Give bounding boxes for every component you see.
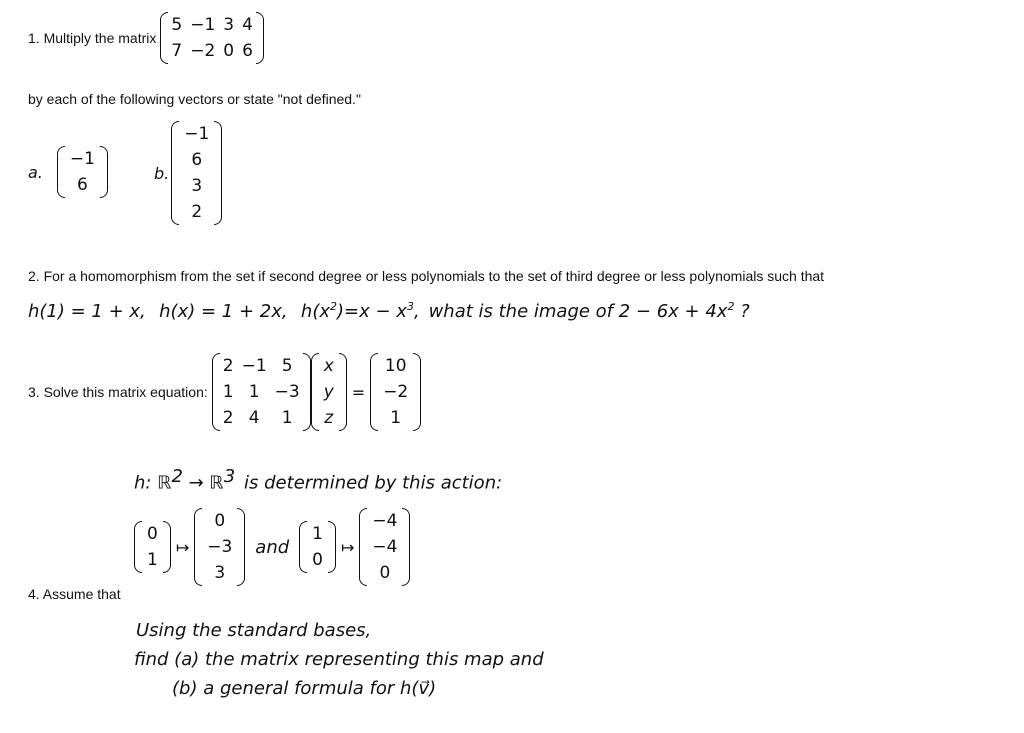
vector-cell: 1 (390, 408, 402, 428)
q4-map-definition (134, 466, 502, 493)
vector-cell: −1 (184, 124, 210, 144)
q2-sup3: 3 (406, 300, 414, 313)
q2-question (429, 301, 750, 322)
vector-cell: −2 (383, 382, 409, 402)
vector-cell: z (324, 408, 334, 428)
q3-unknown-vector (311, 353, 347, 431)
q4-and: and (255, 536, 290, 558)
matrix-cell: −1 (241, 356, 267, 376)
q1-part-a (28, 146, 108, 198)
vector-cell: 0 (379, 563, 391, 583)
vector-cell: −1 (69, 149, 95, 169)
q2-sup2: 2 (330, 300, 338, 313)
vector-cell: 0 (147, 524, 158, 544)
q1-matrix (160, 12, 264, 64)
q4-line-1: Using the standard bases, (136, 620, 372, 641)
vector-cell: 3 (191, 176, 203, 196)
q2-hx2-b: )=x − x (337, 301, 407, 322)
maps-to-arrow: ↦ (341, 537, 355, 557)
matrix-cell: 4 (248, 408, 260, 428)
vector-cell: 0 (214, 511, 226, 531)
vector-cell: 0 (312, 550, 323, 570)
matrix-cell: 5 (281, 356, 293, 376)
vector-cell: −4 (372, 537, 398, 557)
part-b-vector (171, 121, 222, 225)
q4-map-arrow: → ℝ (182, 472, 224, 494)
maps-to-arrow: ↦ (175, 537, 190, 557)
q4-output-2 (359, 508, 410, 586)
q2-hx2-a: h(x (300, 301, 331, 322)
vector-cell: −3 (207, 537, 233, 557)
q1-label: 1. Multiply the matrix (28, 30, 157, 46)
matrix-cell: 2 (222, 356, 234, 376)
q2-text: 2. For a homomorphism from the set if second degree or less polynomials to the set of third degree or less polynomials such that (28, 268, 825, 284)
matrix-cell: 1 (222, 382, 234, 402)
q2-h1: h(1) = 1 + x, (28, 301, 146, 322)
q2-sup2-b: 2 (727, 300, 735, 313)
q1-header (28, 12, 264, 64)
vector-cell: −4 (372, 511, 398, 531)
q2-hx2-c: , (413, 301, 420, 322)
q4-map-b: is determined by this action: (244, 472, 503, 494)
vector-cell: x (323, 356, 334, 376)
q2-hx: h(x) = 1 + 2x, (159, 301, 288, 322)
q4-label: 4. Assume that (28, 586, 121, 602)
q2-hx2 (301, 301, 420, 322)
q4-line-2: find (a) the matrix representing this map and (134, 649, 544, 670)
vector-cell: 1 (147, 550, 158, 570)
q3-matrix (212, 353, 311, 431)
matrix-cell: 1 (281, 408, 293, 428)
matrix-cell: 3 (223, 15, 235, 35)
q4-map-sup2: 2 (171, 466, 183, 487)
vector-cell: 3 (214, 563, 226, 583)
q4-output-1 (194, 508, 245, 586)
matrix-cell: 4 (242, 15, 253, 35)
matrix-cell: 6 (242, 41, 253, 61)
equals-sign: = (351, 382, 366, 402)
matrix-cell: 1 (248, 382, 260, 402)
q1-instruction: by each of the following vectors or state "not defined." (28, 91, 361, 107)
matrix-cell: −2 (190, 41, 216, 61)
q4-map-sup3: 3 (223, 466, 236, 487)
q4-action (134, 508, 410, 586)
part-a-vector (57, 146, 108, 198)
part-a-label: a. (28, 162, 43, 182)
q2-formula (28, 300, 750, 322)
part-b-label: b. (154, 163, 170, 183)
q2-question-b: ? (734, 301, 750, 322)
q4-input-2 (299, 521, 336, 573)
vector-cell: 2 (191, 202, 203, 222)
q4-input-1 (134, 521, 171, 573)
q3-label: 3. Solve this matrix equation: (28, 384, 208, 400)
q3-rhs-vector (370, 353, 421, 431)
matrix-cell: 0 (223, 41, 235, 61)
matrix-cell: 2 (222, 408, 234, 428)
q4-line-3: (b) a general formula for h(v⃗) (172, 678, 437, 699)
q2-question-a: what is the image of 2 − 6x + 4x (428, 301, 728, 322)
vector-cell: 6 (191, 150, 203, 170)
matrix-cell: 7 (171, 41, 183, 61)
matrix-cell: −1 (190, 15, 216, 35)
matrix-cell: −3 (274, 382, 300, 402)
q3-equation (28, 353, 421, 431)
vector-cell: y (323, 382, 334, 402)
vector-cell: 6 (77, 175, 88, 195)
vector-cell: 1 (312, 524, 323, 544)
vector-cell: 10 (384, 356, 407, 376)
q1-part-b (154, 121, 222, 225)
q4-map-a: h: ℝ (134, 472, 172, 494)
matrix-cell: 5 (171, 15, 183, 35)
